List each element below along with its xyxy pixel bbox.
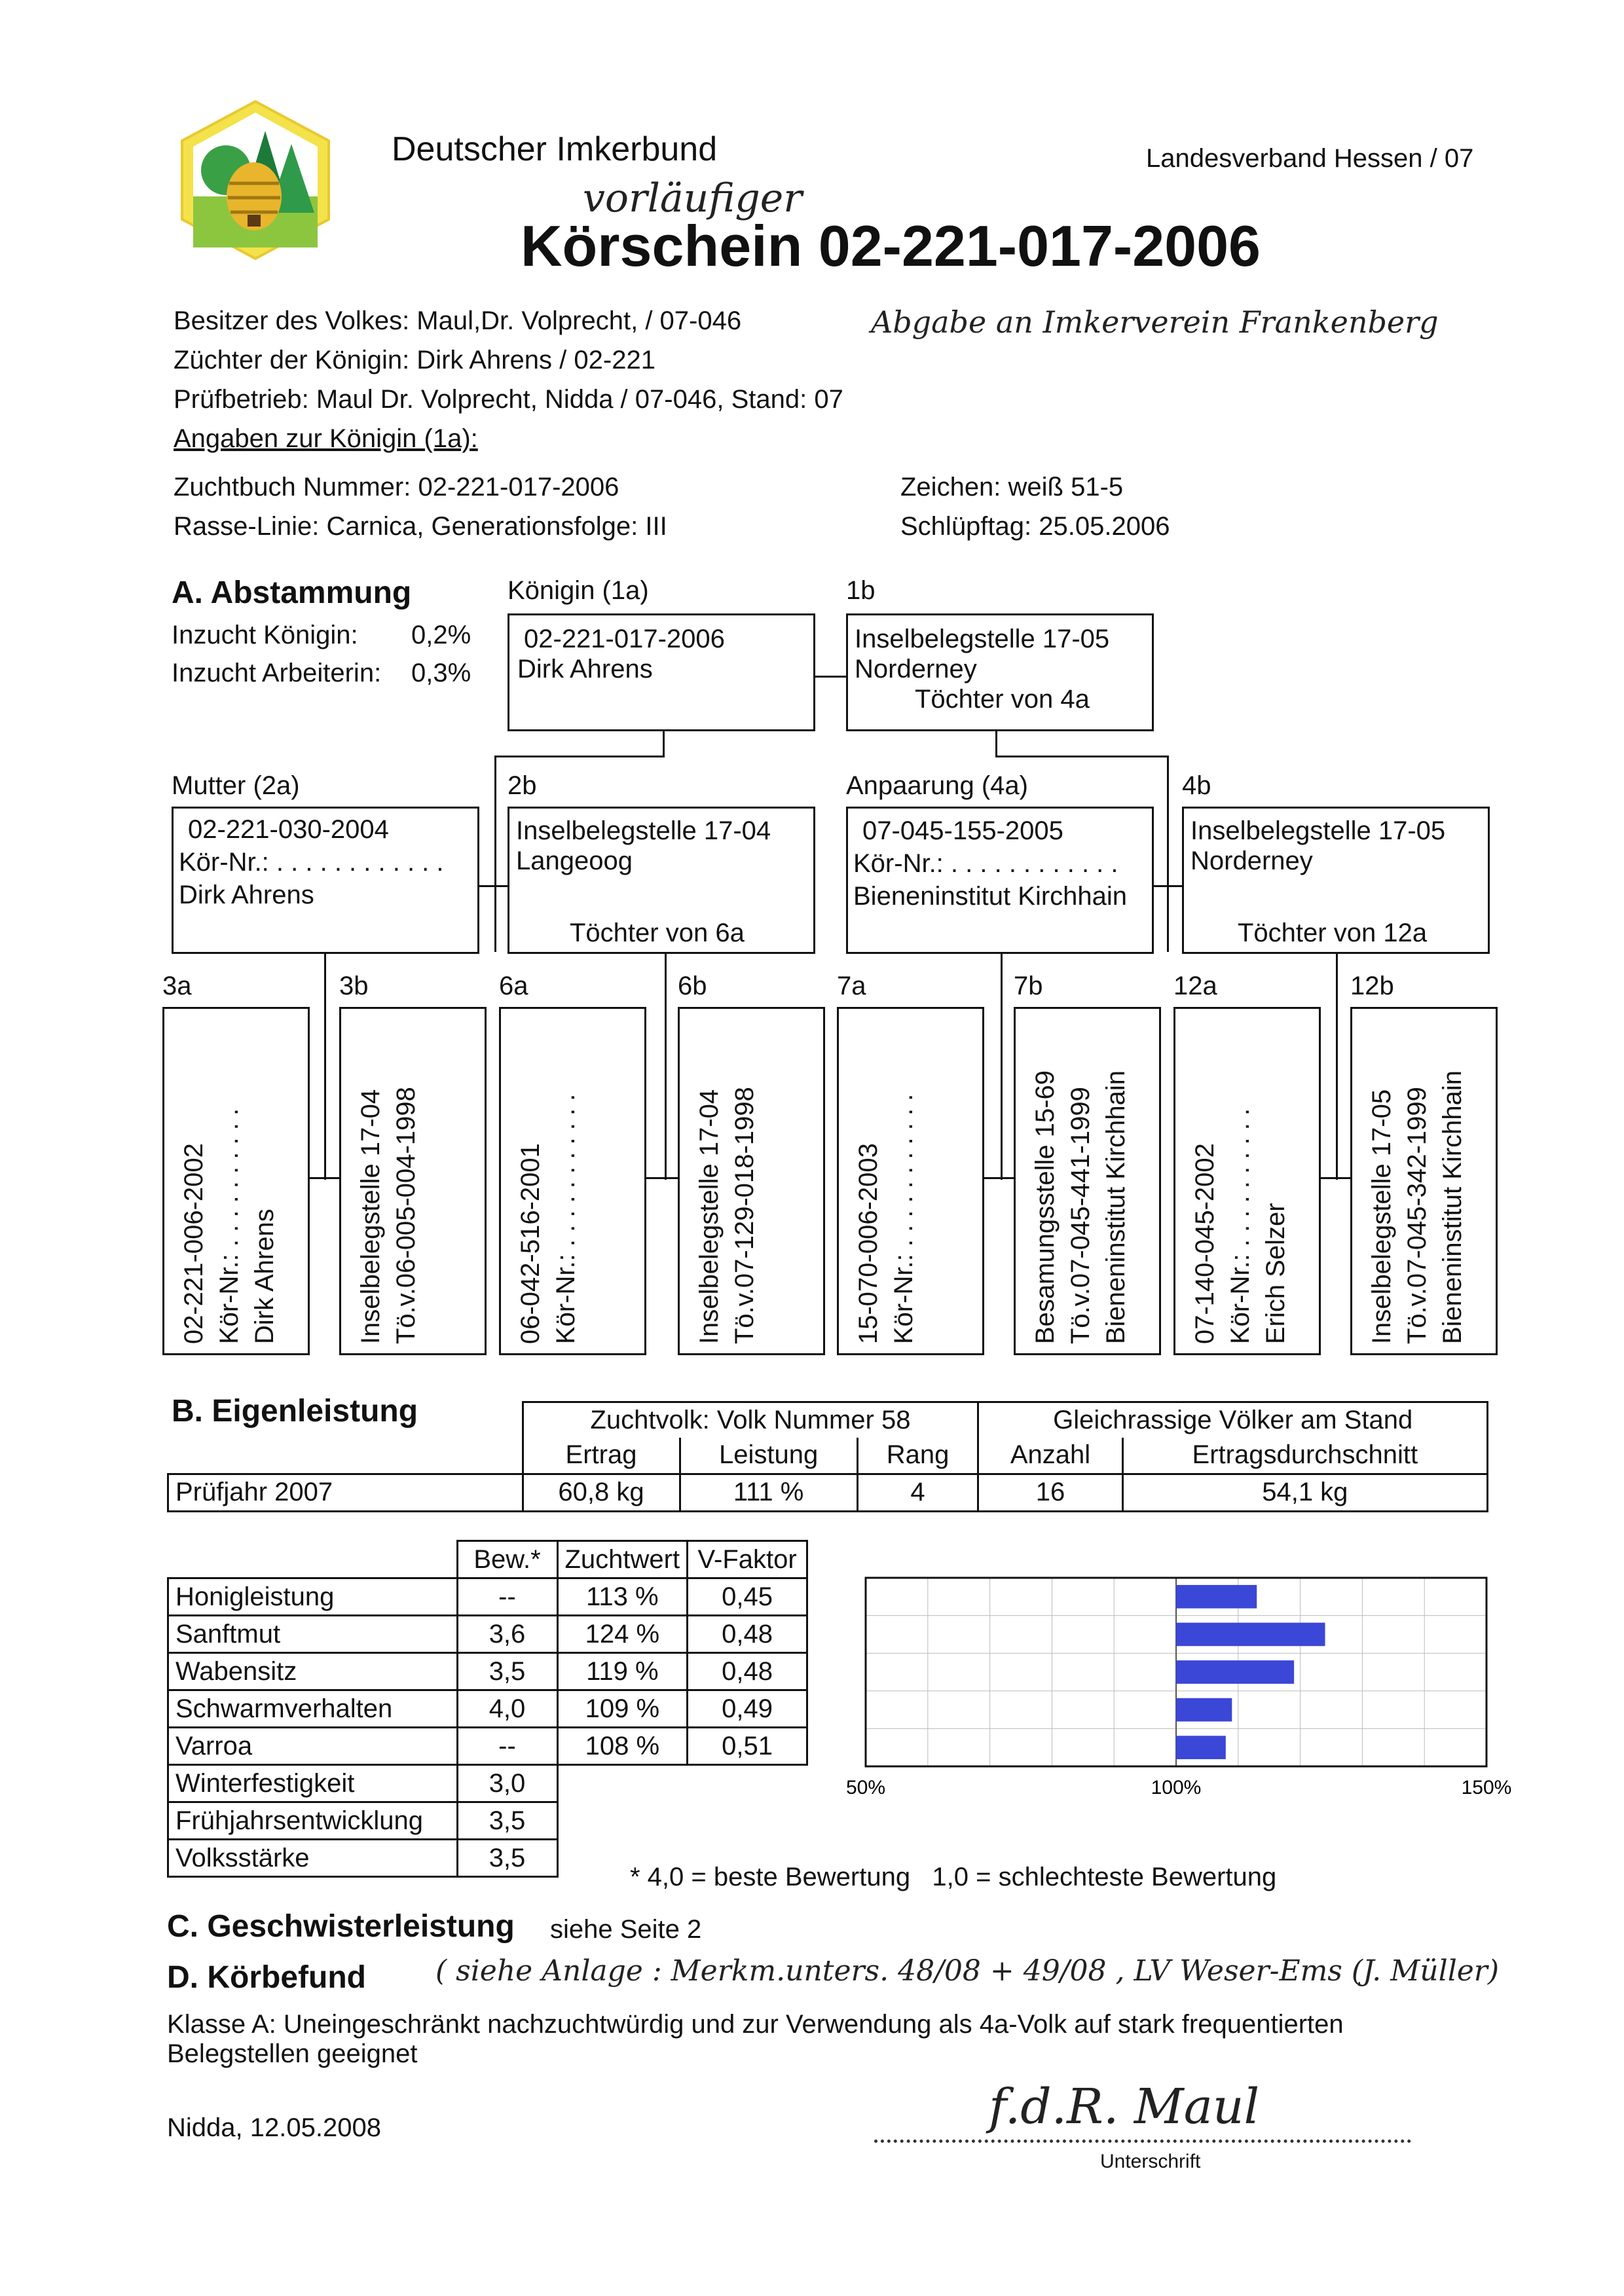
col-leistung: Leistung [680, 1438, 857, 1474]
place-date: Nidda, 12.05.2008 [167, 2113, 381, 2142]
section-c-note: siehe Seite 2 [550, 1915, 702, 1944]
breeder-line: Züchter der Königin: Dirk Ahrens / 02-221 [174, 346, 655, 374]
trait-zuchtwert: 113 % [557, 1578, 688, 1616]
mother-2a-label: Mutter (2a) [172, 771, 300, 800]
region-name: Landesverband Hessen / 07 [1146, 144, 1474, 173]
drone-2b-box [507, 807, 815, 954]
signature-dotted-line [874, 2140, 1411, 2143]
inbreeding-workers-value: 0,3% [411, 659, 471, 687]
drone-2b-line1: Inselbelegstelle 17-04 [516, 816, 771, 845]
drone-1b-line3: Töchter von 4a [915, 685, 1090, 714]
gleichrassig-header: Gleichrassige Völker am Stand [978, 1402, 1488, 1438]
queen-1a-box [507, 613, 815, 731]
grandparent-label-7b: 7b [1014, 972, 1043, 1000]
trait-name: Varroa [168, 1728, 458, 1765]
trait-vfaktor: 0,49 [688, 1690, 807, 1728]
grandparent-label-7a: 7a [837, 972, 866, 1000]
trait-vfaktor: 0,48 [688, 1653, 807, 1690]
drone-4b-label: 4b [1182, 771, 1211, 800]
grandparent-label-3a: 3a [162, 972, 192, 1000]
col-ertrag: Ertrag [523, 1438, 680, 1474]
chart-svg [845, 1576, 1512, 1806]
cell-leistung: 111 % [680, 1474, 857, 1511]
grandparent-box-7a [837, 1007, 984, 1355]
mother-2a-koernr: Kör-Nr.: . . . . . . . . . . . . [179, 848, 444, 877]
grandparent-7b-line-1: Besamungsstelle 15-69 [1031, 1070, 1060, 1344]
test-site-line: Prüfbetrieb: Maul Dr. Volprecht, Nidda / 07-046, Stand: 07 [174, 385, 843, 414]
grandparent-box-3b [339, 1007, 487, 1355]
mother-2a-breeder: Dirk Ahrens [179, 881, 314, 909]
grandparent-12a-line-3: Erich Selzer [1261, 1203, 1290, 1344]
drone-1b-line2: Norderney [855, 655, 977, 683]
col-vfaktor: V-Faktor [688, 1541, 807, 1578]
trait-name: Frühjahrsentwicklung [168, 1802, 458, 1840]
col-bew: Bew.* [457, 1541, 557, 1578]
trait-name: Honigleistung [168, 1578, 458, 1616]
queen-1a-id: 02-221-017-2006 [524, 625, 725, 653]
grandparent-3b-line-1: Inselbelegstelle 17-04 [356, 1089, 385, 1344]
trait-bew: -- [457, 1578, 557, 1616]
cell-rang: 4 [857, 1474, 978, 1511]
breeding-value-table [167, 1540, 808, 1878]
trait-name: Schwarmverhalten [168, 1690, 458, 1728]
row-label: Prüfjahr 2007 [168, 1474, 523, 1511]
drone-1b-line1: Inselbelegstelle 17-05 [855, 625, 1110, 653]
col-rang: Rang [857, 1438, 978, 1474]
grandparent-6b-line-1: Inselbelegstelle 17-04 [695, 1089, 724, 1344]
cell-anzahl: 16 [978, 1474, 1122, 1511]
mother-2a-id: 02-221-030-2004 [188, 815, 389, 844]
col-zuchtwert: Zuchtwert [557, 1541, 688, 1578]
signature-handwritten: f.d.R. Maul [989, 2079, 1260, 2135]
mating-4a-id: 07-045-155-2005 [862, 816, 1063, 845]
drone-2b-line2: Langeoog [516, 847, 633, 875]
bar-varroa [1176, 1736, 1226, 1759]
trait-bew: 3,6 [457, 1616, 557, 1653]
trait-name: Sanftmut [168, 1616, 458, 1653]
grandparent-box-12b [1350, 1007, 1498, 1355]
grandparent-label-6a: 6a [499, 972, 528, 1000]
mating-4a-koernr: Kör-Nr.: . . . . . . . . . . . . [853, 849, 1118, 878]
section-a-heading: A. Abstammung [172, 575, 412, 610]
grandparent-12b-line-2: Tö.v.07-045-342-1999 [1403, 1087, 1431, 1344]
marking: Zeichen: weiß 51-5 [900, 473, 1124, 501]
grandparent-12b-line-3: Bieneninstitut Kirchhain [1438, 1070, 1467, 1344]
inbreeding-queen-value: 0,2% [411, 621, 471, 649]
grandparent-3a-line-2: Kör-Nr.: . . . . . . . . . . [215, 1108, 244, 1344]
trait-bew: 3,5 [457, 1653, 557, 1690]
grandparent-6a-line-1: 06-042-516-2001 [516, 1143, 545, 1344]
grandparent-3b-line-2: Tö.v.06-005-004-1998 [392, 1087, 420, 1344]
rating-footnote: * 4,0 = beste Bewertung 1,0 = schlechteste Bewertung [630, 1863, 1277, 1891]
trait-bew: 3,0 [457, 1765, 557, 1802]
grandparent-3a-line-1: 02-221-006-2002 [179, 1143, 208, 1344]
imkerbund-logo [177, 98, 334, 262]
zuchtbuch-number: Zuchtbuch Nummer: 02-221-017-2006 [174, 473, 619, 501]
grandparent-12a-line-2: Kör-Nr.: . . . . . . . . . . [1226, 1108, 1255, 1344]
grandparent-6b-line-2: Tö.v.07-129-018-1998 [730, 1087, 759, 1344]
handwritten-top-note: Abgabe an Imkerverein Frankenberg [871, 304, 1439, 340]
section-b-heading: B. Eigenleistung [172, 1394, 418, 1429]
drone-2b-label: 2b [507, 771, 537, 800]
queen-1a-label: Königin (1a) [507, 576, 649, 605]
trait-bew: 4,0 [457, 1690, 557, 1728]
drone-4b-box [1182, 807, 1490, 954]
grandparent-label-3b: 3b [339, 972, 369, 1000]
breeding-value-chart [845, 1576, 1512, 1806]
bar-honigleistung [1176, 1585, 1257, 1609]
mating-4a-breeder: Bieneninstitut Kirchhain [853, 882, 1128, 911]
trait-zuchtwert: 109 % [557, 1690, 688, 1728]
grandparent-12b-line-1: Inselbelegstelle 17-05 [1367, 1089, 1396, 1344]
trait-vfaktor: 0,51 [688, 1728, 807, 1765]
col-ertragsdurchschnitt: Ertragsdurchschnitt [1122, 1438, 1487, 1474]
grandparent-label-12a: 12a [1173, 972, 1217, 1000]
bar-wabensitz [1176, 1660, 1294, 1684]
mating-4a-box [846, 807, 1154, 954]
grandparent-7b-line-3: Bieneninstitut Kirchhain [1101, 1070, 1130, 1344]
owner-line: Besitzer des Volkes: Maul,Dr. Volprecht, / 07-046 [174, 306, 742, 335]
drone-4b-line3: Töchter von 12a [1238, 919, 1428, 947]
grandparent-12a-line-1: 07-140-045-2002 [1190, 1143, 1219, 1344]
bar-sanftmut [1176, 1623, 1325, 1647]
klasse-line-1: Klasse A: Uneingeschränkt nachzuchtwürdig und zur Verwendung als 4a-Volk auf stark frequentierten [167, 2010, 1344, 2039]
trait-name: Wabensitz [168, 1653, 458, 1690]
grandparent-label-12b: 12b [1350, 972, 1394, 1000]
grandparent-7a-line-1: 15-070-006-2003 [854, 1143, 883, 1344]
drone-2b-line3: Töchter von 6a [570, 919, 745, 947]
x-tick-label: 50% [845, 1777, 886, 1798]
mother-2a-box [172, 807, 479, 954]
trait-vfaktor: 0,48 [688, 1616, 807, 1653]
grandparent-7b-line-2: Tö.v.07-045-441-1999 [1066, 1087, 1095, 1344]
org-name: Deutscher Imkerbund [392, 130, 718, 168]
section-d-heading: D. Körbefund [167, 1960, 366, 1995]
grandparent-box-12a [1173, 1007, 1321, 1355]
performance-table [167, 1401, 1488, 1512]
hatch-date: Schlüpftag: 25.05.2006 [900, 512, 1170, 541]
zuchtvolk-header: Zuchtvolk: Volk Nummer 58 [523, 1402, 978, 1438]
x-tick-label: 100% [1151, 1777, 1202, 1798]
signature-label: Unterschrift [1100, 2151, 1201, 2172]
inbreeding-workers-label: Inzucht Arbeiterin: [172, 659, 382, 687]
drone-4b-line2: Norderney [1190, 847, 1313, 875]
breed-line: Rasse-Linie: Carnica, Generationsfolge: III [174, 512, 667, 541]
grandparent-box-6a [499, 1007, 646, 1355]
drone-1b-box [846, 613, 1154, 731]
trait-name: Volksstärke [168, 1840, 458, 1877]
handwritten-title-note: vorläufiger [583, 175, 802, 221]
handwritten-koerbefund-note: ( siehe Anlage : Merkm.unters. 48/08 + 49/08 , LV Weser-Ems (J. Müller) [435, 1954, 1500, 1988]
cell-ertrag: 60,8 kg [523, 1474, 680, 1511]
grandparent-6a-line-2: Kör-Nr.: . . . . . . . . . . . [551, 1093, 580, 1344]
queen-info-heading: Angaben zur Königin (1a): [174, 424, 478, 453]
page-title: Körschein 02-221-017-2006 [521, 213, 1261, 278]
trait-bew: -- [457, 1728, 557, 1765]
queen-1a-breeder: Dirk Ahrens [517, 655, 653, 683]
mating-4a-label: Anpaarung (4a) [846, 771, 1028, 800]
grandparent-box-7b [1014, 1007, 1161, 1355]
cell-ertragsdurchschnitt: 54,1 kg [1122, 1474, 1487, 1511]
col-anzahl: Anzahl [978, 1438, 1122, 1474]
drone-4b-line1: Inselbelegstelle 17-05 [1190, 816, 1446, 845]
trait-zuchtwert: 119 % [557, 1653, 688, 1690]
trait-zuchtwert: 108 % [557, 1728, 688, 1765]
drone-1b-label: 1b [846, 576, 876, 605]
inbreeding-queen-label: Inzucht Königin: [172, 621, 358, 649]
grandparent-label-6b: 6b [678, 972, 707, 1000]
grandparent-box-3a [162, 1007, 310, 1355]
trait-bew: 3,5 [457, 1802, 557, 1840]
bar-schwarmverhalten [1176, 1698, 1232, 1722]
grandparent-box-6b [678, 1007, 825, 1355]
trait-bew: 3,5 [457, 1840, 557, 1877]
x-tick-label: 150% [1461, 1777, 1512, 1798]
grandparent-3a-line-3: Dirk Ahrens [250, 1209, 279, 1344]
grandparent-7a-line-2: Kör-Nr.: . . . . . . . . . . . [889, 1093, 918, 1344]
trait-vfaktor: 0,45 [688, 1578, 807, 1616]
section-c-heading: C. Geschwisterleistung [167, 1909, 515, 1944]
trait-zuchtwert: 124 % [557, 1616, 688, 1653]
klasse-line-2: Belegstellen geeignet [167, 2039, 418, 2068]
trait-name: Winterfestigkeit [168, 1765, 458, 1802]
